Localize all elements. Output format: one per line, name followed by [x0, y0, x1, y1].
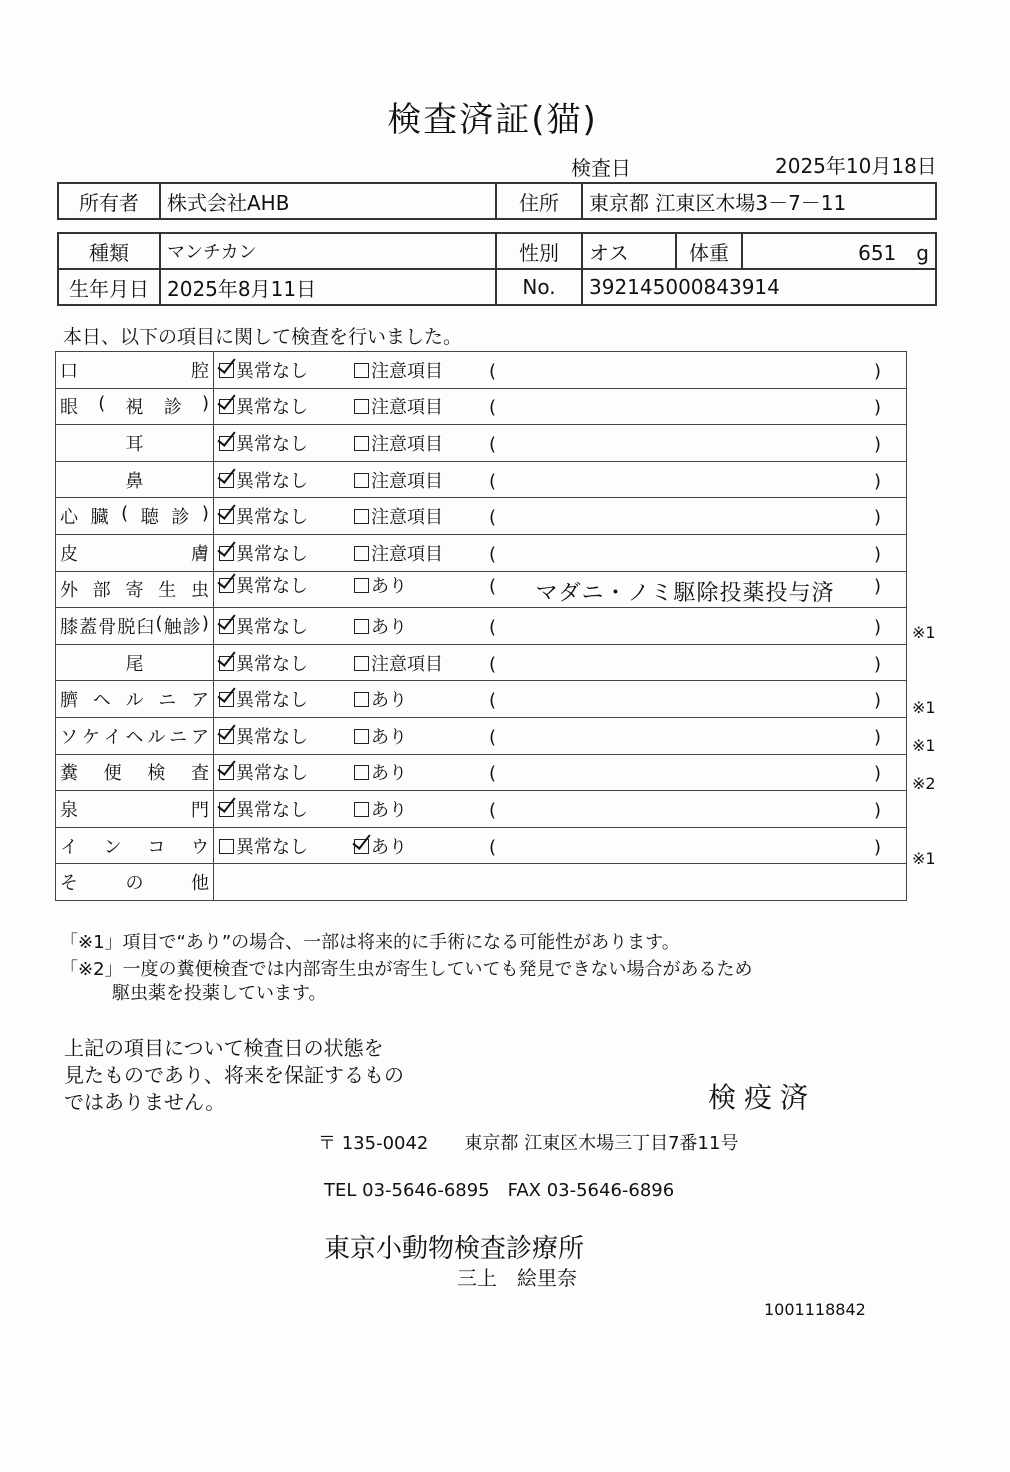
paren-close: ): [873, 507, 881, 529]
normal-checkbox[interactable]: [219, 546, 234, 561]
finding-option: [354, 572, 489, 598]
normal-option: [219, 833, 354, 859]
inspection-item-cell: [56, 791, 214, 828]
finding-option: [354, 540, 489, 566]
remark-field: [489, 361, 881, 382]
footnote-mark: ※1: [912, 736, 936, 755]
finding-label: 注意項目: [371, 507, 443, 529]
label-char: 触: [163, 616, 182, 638]
no-value: 392145000843914: [582, 269, 936, 305]
finding-option: [354, 686, 489, 712]
finding-label: 注意項目: [371, 433, 443, 455]
normal-label: 異常なし: [236, 360, 308, 382]
label-char: 部: [92, 580, 111, 602]
statement-line: 上記の項目について検査日の状態を: [64, 1036, 384, 1060]
inspection-row: [56, 498, 907, 535]
inspection-item-cell: [56, 425, 214, 462]
animal-table: [57, 232, 937, 306]
finding-label: 注意項目: [371, 653, 443, 675]
label-char: 腔: [191, 360, 209, 382]
weight-value: 651: [858, 240, 897, 265]
label-char: 門: [191, 799, 209, 821]
label-char: 骨: [98, 616, 117, 638]
label-char: 便: [103, 763, 122, 785]
inspection-item-label: 鼻: [125, 470, 144, 492]
other-label: [56, 869, 213, 895]
normal-label: 異常なし: [236, 616, 308, 638]
inspection-result-cell: [214, 498, 907, 535]
label-char: ン: [103, 836, 122, 858]
inspection-item-label: 耳: [125, 433, 144, 455]
label-char: ヘ: [92, 690, 111, 712]
inspection-item-label: [56, 796, 213, 822]
inspection-item-label: [56, 686, 213, 712]
quarantine-stamp: 検疫済: [708, 1081, 817, 1114]
paren-open: (: [489, 360, 497, 382]
inspection-item-label: [56, 613, 213, 639]
finding-label: あり: [371, 726, 407, 748]
paren-open: (: [489, 470, 497, 492]
label-char: ): [201, 393, 209, 415]
label-char: 視: [125, 397, 144, 419]
inspection-rows: [56, 352, 907, 864]
label-char: 診: [182, 616, 201, 638]
statement-line: 見たものであり、将来を保証するもの: [64, 1063, 404, 1087]
finding-option: [354, 430, 489, 456]
normal-checkbox[interactable]: [219, 839, 234, 854]
inspection-item-label: [56, 393, 213, 419]
paren-open: (: [489, 433, 497, 455]
sex-label: 性別: [496, 233, 582, 269]
remark-field: [489, 763, 881, 784]
paren-close: ): [873, 836, 881, 858]
paren-open: (: [489, 653, 497, 675]
inspection-result-cell: [214, 791, 907, 828]
footnote-1: 「※1」項目で“あり”の場合、一部は将来的に手術になる可能性があります。: [60, 932, 680, 953]
inspection-item-cell: [56, 644, 214, 681]
normal-checkbox[interactable]: [219, 729, 234, 744]
label-char: (: [98, 393, 106, 415]
paren-open: (: [489, 507, 497, 529]
paren-close: ): [873, 616, 881, 638]
finding-option: [354, 393, 489, 419]
normal-option: [219, 613, 354, 639]
inspection-item-cell: [56, 827, 214, 864]
normal-checkbox[interactable]: [219, 509, 234, 524]
owner-label: 所有者: [58, 183, 160, 219]
finding-checkbox[interactable]: [354, 765, 369, 780]
label-char: ソ: [60, 726, 78, 748]
sex-value: オス: [582, 233, 676, 269]
inspection-row: [56, 791, 907, 828]
label-char: ケ: [81, 726, 100, 748]
inspection-result-cell: [214, 827, 907, 864]
normal-checkbox[interactable]: [219, 765, 234, 780]
remark-field: [489, 471, 881, 492]
normal-label: 異常なし: [236, 653, 308, 675]
inspection-item-cell: [56, 461, 214, 498]
label-char: ア: [190, 726, 209, 748]
normal-option: [219, 572, 354, 598]
inspection-item-cell: [56, 754, 214, 791]
normal-label: 異常なし: [236, 507, 308, 529]
finding-option: [354, 796, 489, 822]
remark-field: [489, 654, 881, 675]
normal-option: [219, 686, 354, 712]
normal-checkbox[interactable]: [219, 436, 234, 451]
paren-close: ): [873, 470, 881, 492]
paren-close: ): [873, 360, 881, 382]
label-char: (: [121, 503, 129, 525]
remark-field: [489, 434, 881, 455]
normal-option: [219, 467, 354, 493]
remark-field: [489, 617, 881, 638]
label-char: ル: [147, 726, 166, 748]
paren-close: ): [873, 763, 881, 785]
inspection-row: [56, 681, 907, 718]
inspection-item-cell: [56, 388, 214, 425]
inspection-row: [56, 644, 907, 681]
inspection-row: [56, 461, 907, 498]
paren-close: ): [873, 433, 881, 455]
finding-option: [354, 759, 489, 785]
finding-checkbox[interactable]: [354, 729, 369, 744]
normal-label: 異常なし: [236, 726, 308, 748]
remark-text: マダニ・ノミ駆除投薬投与済: [535, 580, 835, 606]
label-char: ニ: [169, 726, 188, 748]
normal-option: [219, 723, 354, 749]
finding-label: あり: [371, 763, 407, 785]
statement: [64, 1035, 404, 1116]
paren-close: ): [873, 397, 881, 419]
finding-checkbox[interactable]: [354, 363, 369, 378]
inspection-item-cell: [56, 534, 214, 571]
inspection-row: [56, 608, 907, 645]
finding-label: あり: [371, 690, 407, 712]
inspection-item-label: [56, 759, 213, 785]
label-char: 検: [147, 763, 166, 785]
remark-field: [489, 576, 881, 607]
inspection-result-cell: [214, 461, 907, 498]
exam-date: 2025年10月18日: [775, 154, 937, 178]
paren-open: (: [489, 690, 497, 712]
inspection-item-label: [56, 576, 213, 602]
clinic-address: 〒 135-0042 東京都 江東区木場三丁目7番11号: [318, 1133, 739, 1154]
remark-field: [489, 727, 881, 748]
label-char: 脱: [117, 616, 136, 638]
remark-field: [489, 397, 881, 418]
inspection-item-cell: [56, 608, 214, 645]
label-char: の: [125, 873, 144, 895]
label-char: 査: [190, 763, 209, 785]
label-char: 聴: [140, 507, 159, 529]
finding-checkbox[interactable]: [354, 839, 369, 854]
inspection-result-cell: [214, 388, 907, 425]
normal-option: [219, 357, 354, 383]
inspection-result-cell: [214, 754, 907, 791]
finding-option: [354, 503, 489, 529]
finding-checkbox[interactable]: [354, 578, 369, 593]
label-char: 眼: [60, 397, 78, 419]
footnote-mark: ※2: [912, 773, 936, 793]
inspection-item-cell: [56, 352, 214, 389]
normal-option: [219, 540, 354, 566]
normal-label: 異常なし: [236, 543, 308, 565]
no-label: No.: [496, 269, 582, 305]
paren-open: (: [489, 836, 497, 858]
normal-option: [219, 759, 354, 785]
address-value: 東京都 江東区木場3－7－11: [582, 183, 936, 219]
inspection-item-cell: [56, 571, 214, 608]
label-char: 虫: [191, 580, 209, 602]
label-char: ヘ: [125, 726, 144, 748]
finding-option: [354, 833, 489, 859]
label-char: 口: [60, 360, 78, 382]
owner-table: [57, 182, 937, 220]
inspection-item-label: [56, 540, 213, 566]
normal-option: [219, 503, 354, 529]
inspection-table: [55, 351, 907, 901]
footnote-mark: ※1: [912, 623, 936, 643]
veterinarian-name: 三上 絵里奈: [457, 1266, 577, 1290]
other-value-cell: [214, 864, 907, 901]
document-title: 検査済証(猫): [387, 100, 598, 140]
label-char: 診: [163, 397, 182, 419]
inspection-item-label: [56, 357, 213, 383]
finding-option: [354, 650, 489, 676]
remark-field: [489, 837, 881, 858]
paren-open: (: [489, 575, 497, 597]
remark-field: [489, 544, 881, 565]
inspection-row: [56, 571, 907, 608]
finding-option: [354, 357, 489, 383]
label-char: 他: [191, 873, 209, 895]
label-char: 皮: [60, 543, 78, 565]
inspection-item-cell: [56, 681, 214, 718]
finding-label: あり: [371, 836, 407, 858]
label-char: 寄: [125, 580, 144, 602]
label-char: イ: [103, 726, 122, 748]
footnote-mark: ※1: [912, 848, 936, 868]
label-char: 臼: [136, 616, 155, 638]
paren-open: (: [489, 543, 497, 565]
finding-label: あり: [371, 616, 407, 638]
address-label: 住所: [496, 183, 582, 219]
normal-label: 異常なし: [236, 575, 308, 597]
paren-close: ): [873, 799, 881, 821]
inspection-result-cell: [214, 425, 907, 462]
normal-checkbox[interactable]: [219, 802, 234, 817]
normal-label: 異常なし: [236, 763, 308, 785]
finding-checkbox[interactable]: [354, 399, 369, 414]
footnote-2: 「※2」一度の糞便検査では内部寄生虫が寄生していても発見できない場合があるため: [60, 959, 753, 980]
finding-label: 注意項目: [371, 360, 443, 382]
statement-line: ではありません。: [64, 1090, 226, 1114]
label-char: ): [201, 612, 209, 634]
label-char: 外: [60, 580, 78, 602]
remark-field: [489, 507, 881, 528]
inspection-row: [56, 425, 907, 462]
label-char: ル: [125, 690, 144, 712]
normal-checkbox[interactable]: [219, 363, 234, 378]
inspection-row: [56, 388, 907, 425]
paren-open: (: [489, 616, 497, 638]
inspection-result-cell: [214, 352, 907, 389]
finding-label: 注意項目: [371, 543, 443, 565]
label-char: 膝: [60, 616, 78, 638]
inspection-result-cell: [214, 644, 907, 681]
normal-label: 異常なし: [236, 690, 308, 712]
normal-option: [219, 796, 354, 822]
label-char: 膚: [191, 543, 209, 565]
normal-label: 異常なし: [236, 397, 308, 419]
breed-label: 種類: [58, 233, 160, 269]
label-char: そ: [60, 873, 78, 895]
label-char: 生: [158, 580, 177, 602]
finding-checkbox[interactable]: [354, 436, 369, 451]
weight-unit: g: [916, 240, 929, 265]
finding-checkbox[interactable]: [354, 509, 369, 524]
normal-label: 異常なし: [236, 433, 308, 455]
inspection-row: [56, 534, 907, 571]
paren-close: ): [873, 543, 881, 565]
label-char: 臓: [90, 507, 109, 529]
inspection-row: [56, 717, 907, 754]
normal-option: [219, 430, 354, 456]
birth-value: 2025年8月11日: [160, 269, 496, 305]
inspection-result-cell: [214, 681, 907, 718]
paren-close: ): [873, 690, 881, 712]
finding-option: [354, 467, 489, 493]
inspection-result-cell: [214, 717, 907, 754]
inspection-result-cell: [214, 608, 907, 645]
finding-checkbox[interactable]: [354, 473, 369, 488]
normal-checkbox[interactable]: [219, 399, 234, 414]
paren-open: (: [489, 799, 497, 821]
finding-label: 注意項目: [371, 470, 443, 492]
paren-open: (: [489, 397, 497, 419]
normal-checkbox[interactable]: [219, 578, 234, 593]
inspection-item-label: [56, 723, 213, 749]
paren-close: ): [873, 575, 881, 597]
other-label-cell: [56, 864, 214, 901]
label-char: ): [201, 503, 209, 525]
paren-close: ): [873, 726, 881, 748]
label-char: ア: [191, 690, 209, 712]
owner-value: 株式会社AHB: [160, 183, 496, 219]
inspection-item-label: [56, 503, 213, 529]
inspection-row: [56, 754, 907, 791]
paren-close: ): [873, 653, 881, 675]
normal-label: 異常なし: [236, 836, 308, 858]
normal-label: 異常なし: [236, 799, 308, 821]
finding-checkbox[interactable]: [354, 802, 369, 817]
label-char: 糞: [60, 763, 78, 785]
finding-label: 注意項目: [371, 397, 443, 419]
footnote-2-cont: 駆虫薬を投薬しています。: [112, 983, 327, 1004]
finding-checkbox[interactable]: [354, 692, 369, 707]
inspection-item-cell: [56, 717, 214, 754]
finding-option: [354, 723, 489, 749]
inspection-row: [56, 827, 907, 864]
finding-label: あり: [371, 799, 407, 821]
normal-option: [219, 393, 354, 419]
label-char: コ: [147, 836, 166, 858]
weight-cell: [742, 233, 936, 269]
finding-label: あり: [371, 575, 407, 597]
label-char: ニ: [158, 690, 177, 712]
inspection-result-cell: [214, 571, 907, 608]
label-char: 診: [171, 507, 190, 529]
inspection-row: [56, 352, 907, 389]
clinic-name: 東京小動物検査診療所: [324, 1234, 585, 1264]
inspection-item-label: [56, 833, 213, 859]
normal-label: 異常なし: [236, 470, 308, 492]
normal-checkbox[interactable]: [219, 656, 234, 671]
label-char: (: [155, 612, 163, 634]
finding-checkbox[interactable]: [354, 546, 369, 561]
label-char: 泉: [60, 799, 78, 821]
intro-text: 本日、以下の項目に関して検査を行いました。: [63, 326, 463, 348]
inspection-item-cell: [56, 498, 214, 535]
normal-option: [219, 650, 354, 676]
clinic-phone: TEL 03-5646-6895 FAX 03-5646-6896: [324, 1180, 675, 1201]
finding-checkbox[interactable]: [354, 656, 369, 671]
inspection-result-cell: [214, 534, 907, 571]
normal-checkbox[interactable]: [219, 473, 234, 488]
paren-open: (: [489, 726, 497, 748]
finding-option: [354, 613, 489, 639]
remark-field: [489, 800, 881, 821]
paren-open: (: [489, 763, 497, 785]
remark-field: [489, 690, 881, 711]
label-char: 臍: [60, 690, 78, 712]
birth-label: 生年月日: [58, 269, 160, 305]
inspection-item-label: 尾: [125, 653, 144, 675]
label-char: 心: [60, 507, 78, 529]
exam-date-label: 検査日: [571, 156, 631, 180]
normal-checkbox[interactable]: [219, 692, 234, 707]
footnote-mark: ※1: [912, 698, 936, 718]
label-char: ウ: [190, 836, 209, 858]
serial-number: 1001118842: [764, 1300, 866, 1319]
label-char: イ: [60, 836, 78, 858]
normal-checkbox[interactable]: [219, 619, 234, 634]
finding-checkbox[interactable]: [354, 619, 369, 634]
weight-label: 体重: [676, 233, 742, 269]
breed-value: マンチカン: [160, 233, 496, 269]
label-char: 蓋: [79, 616, 98, 638]
